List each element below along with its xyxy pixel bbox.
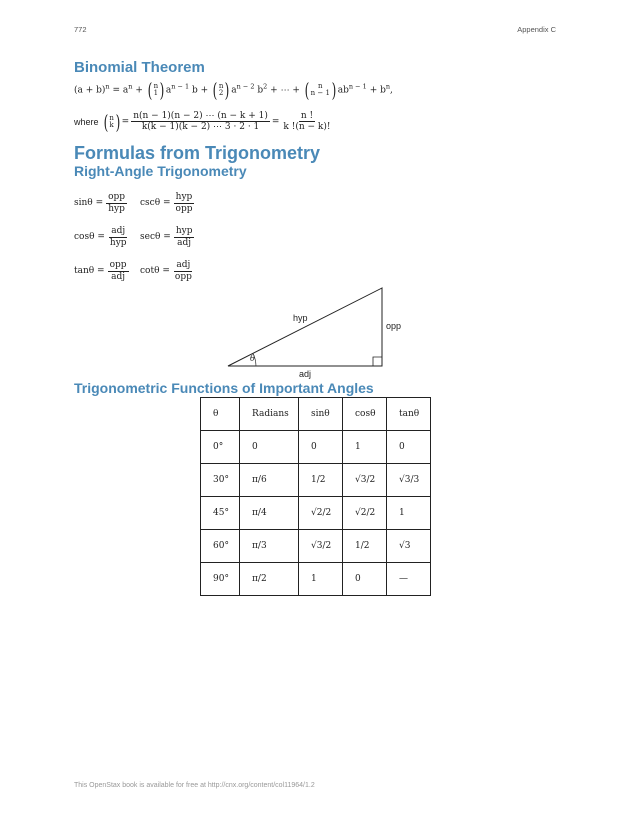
binomial-coefficient: ( n k ) [103, 109, 121, 134]
header-cell: sinθ [299, 398, 343, 431]
binomial-coefficient: ( n 1 ) [147, 78, 165, 102]
trig-formula-row [74, 220, 206, 254]
header-cell: Radians [240, 398, 299, 431]
running-header: Appendix C [517, 25, 556, 34]
table-cell: 1/2 [299, 464, 343, 497]
binomial-coefficient: ( n n − 1 ) [304, 78, 337, 102]
trig-ratio-formulas [74, 186, 206, 288]
table-row [201, 530, 431, 563]
table-cell: 0 [343, 563, 387, 596]
angles-table [200, 397, 431, 596]
table-cell: 45° [201, 497, 240, 530]
right-angle-trig-heading: Right-Angle Trigonometry [74, 163, 247, 179]
page-number: 772 [74, 25, 87, 34]
table-cell: 60° [201, 530, 240, 563]
where-word: where [74, 116, 99, 127]
table-header-row [201, 398, 431, 431]
trig-formula-row [74, 186, 206, 220]
right-triangle-diagram [220, 282, 390, 368]
trig-formula-row [74, 254, 206, 288]
table-cell: 1/2 [343, 530, 387, 563]
trig-formulas-heading: Formulas from Trigonometry [74, 143, 321, 163]
table-row [201, 563, 431, 596]
sec-formula: secθ = $\frac{\text{hyp}}{\text{adj}}$ [140, 226, 193, 248]
adjacent-label: adj [299, 369, 312, 379]
table-row [201, 464, 431, 497]
table-cell: π/3 [240, 530, 299, 563]
table-cell: 0 [240, 431, 299, 464]
table-cell: √3/2 [299, 530, 343, 563]
table-cell: √3/3 [387, 464, 431, 497]
table-cell: — [387, 563, 431, 596]
table-cell: π/6 [240, 464, 299, 497]
cot-formula: cotθ = $\frac{\text{adj}}{\text{opp}}$ [140, 260, 192, 282]
table-cell: √3 [387, 530, 431, 563]
table-cell: 0 [299, 431, 343, 464]
table-cell: π/4 [240, 497, 299, 530]
factorial-fraction: $\frac{n !}{k !(n - k)!}$ [283, 111, 331, 133]
header-cell: cosθ [343, 398, 387, 431]
opposite-label: opp [386, 321, 402, 331]
table-cell: π/2 [240, 563, 299, 596]
sin-formula: sinθ = $\frac{\text{opp}}{\text{hyp}}$ [74, 192, 126, 214]
table-cell: 90° [201, 563, 240, 596]
csc-formula: cscθ = $\frac{\text{hyp}}{\text{opp}}$ [140, 192, 193, 214]
table-row [201, 497, 431, 530]
binomial-coefficient: ( n 2 ) [212, 78, 230, 102]
table-row [201, 431, 431, 464]
table-cell: √2/2 [299, 497, 343, 530]
header-cell: θ [201, 398, 240, 431]
table-cell: 0 [387, 431, 431, 464]
theta-label: θ [250, 354, 255, 363]
binomial-coefficient-definition: where ( n k ) = $\frac{n(n - 1)(n - 2) \cdots (n - k + 1)}{k(k - 1)(k - 2) \cdots 3 \cdot 2 \cdot 1}$ = $\frac{n !}{k !(n - k)!}$ [74, 109, 331, 134]
table-cell: 0° [201, 431, 240, 464]
table-cell: 1 [387, 497, 431, 530]
binomial-theorem-heading: Binomial Theorem [74, 59, 205, 76]
cos-formula: cosθ = $\frac{\text{adj}}{\text{hyp}}$ [74, 226, 127, 248]
header-cell: tanθ [387, 398, 431, 431]
footer-note: This OpenStax book is available for free at http://cnx.org/content/col11964/1.2 [74, 782, 315, 789]
table-cell: √3/2 [343, 464, 387, 497]
binomial-expansion-equation: $(a + b)^n = a^n$ + ( n 1 ) $a^{n - 1}$ b + ( n 2 ) $a^{n - 2}$ $b^2$ + ⋯ + ( n n − 1 ) $ab^{n - 1} + b^n$, [74, 78, 393, 102]
table-cell: √2/2 [343, 497, 387, 530]
right-angle-marker [373, 357, 382, 366]
hypotenuse-label: hyp [293, 313, 308, 323]
table-cell: 30° [201, 464, 240, 497]
table-cell: 1 [343, 431, 387, 464]
table-cell: 1 [299, 563, 343, 596]
important-angles-heading: Trigonometric Functions of Important Angles [74, 380, 374, 396]
tan-formula: tanθ = $\frac{\text{opp}}{\text{adj}}$ [74, 260, 127, 282]
falling-factorial-fraction: $\frac{n(n - 1)(n - 2) \cdots (n - k + 1)}{k(k - 1)(k - 2) \cdots 3 \cdot 2 \cdot 1}$ [133, 111, 268, 133]
